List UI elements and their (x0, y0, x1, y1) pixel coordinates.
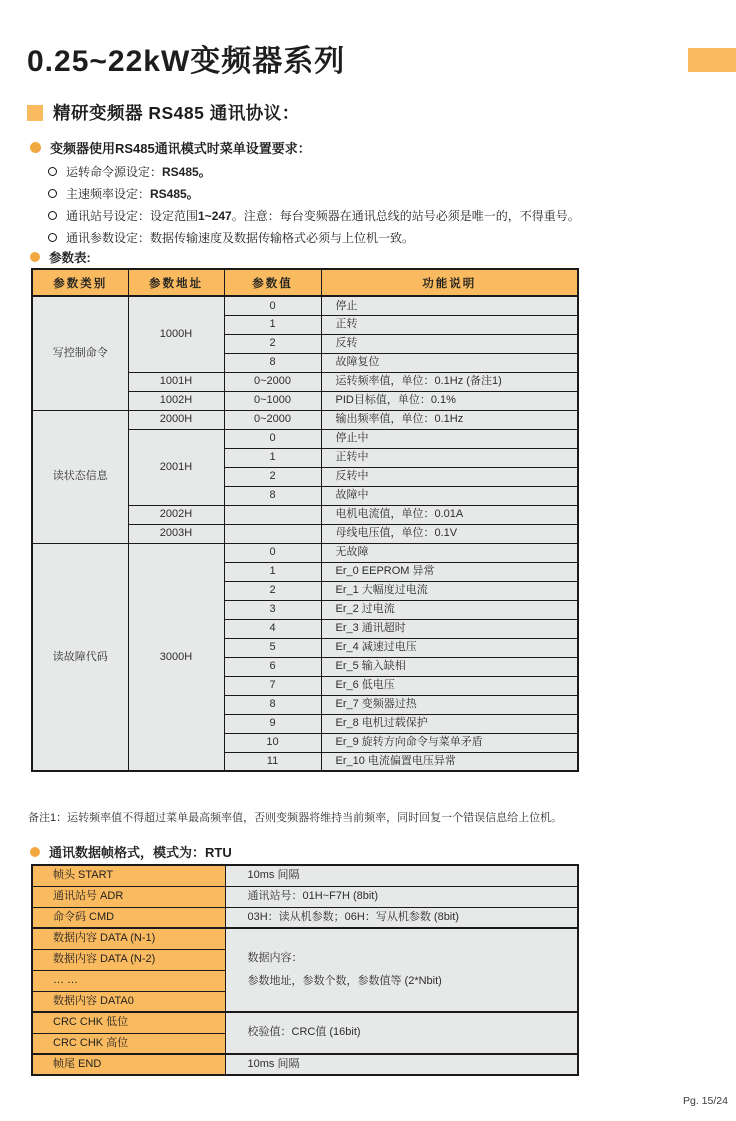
param-value-cell: 3 (224, 600, 321, 619)
param-value-cell: 0~2000 (224, 372, 321, 391)
param-desc-cell: 故障中 (321, 486, 578, 505)
list-item-text (66, 185, 199, 202)
param-desc-cell: Er_4 减速过电压 (321, 638, 578, 657)
param-desc-cell: Er_7 变频器过热 (321, 695, 578, 714)
frame-field-cell: 数据内容 DATA (N-2) (32, 949, 225, 970)
param-value-cell: 0 (224, 543, 321, 562)
table-row (32, 907, 578, 928)
frame-field-cell: 数据内容 DATA0 (32, 991, 225, 1012)
param-value-cell (224, 524, 321, 543)
param-value-cell: 2 (224, 581, 321, 600)
param-desc-cell: Er_10 电流偏置电压异常 (321, 752, 578, 771)
param-desc-cell: Er_0 EEPROM 异常 (321, 562, 578, 581)
list-item-text (66, 229, 414, 246)
param-address-cell: 1001H (128, 372, 224, 391)
param-desc-cell: 电机电流值，单位：0.01A (321, 505, 578, 524)
table-row (32, 410, 578, 429)
list-item-text (66, 163, 211, 180)
item-post: 。注意：每台变频器在通讯总线的站号必须是唯一的，不得重号。 (231, 208, 580, 223)
param-table-label-line (30, 248, 91, 266)
param-value-cell: 0 (224, 296, 321, 315)
param-address-cell: 1002H (128, 391, 224, 410)
param-desc-cell: Er_9 旋转方向命令与菜单矛盾 (321, 733, 578, 752)
param-value-cell: 6 (224, 657, 321, 676)
param-value-cell: 2 (224, 467, 321, 486)
item-pre: 主速频率设定： (66, 186, 151, 201)
param-address-cell: 2002H (128, 505, 224, 524)
param-category-cell: 写控制命令 (32, 296, 128, 410)
param-desc-cell: 反转中 (321, 467, 578, 486)
frame-desc-cell: 03H：读从机参数；06H：写从机参数 (8bit) (225, 907, 578, 928)
table-row (32, 1012, 578, 1033)
param-desc-cell: Er_8 电机过载保护 (321, 714, 578, 733)
table-row (32, 865, 578, 886)
parameter-table (31, 268, 579, 772)
param-value-cell: 0 (224, 429, 321, 448)
frame-field-cell: CRC CHK 低位 (32, 1012, 225, 1033)
param-value-cell: 4 (224, 619, 321, 638)
item-strong: 1~247 (198, 208, 232, 223)
list-item-text (66, 207, 580, 224)
frame-desc-cell: 通讯站号：01H~F7H (8bit) (225, 886, 578, 907)
frame-field-cell: … … (32, 970, 225, 991)
param-desc-cell: 母线电压值，单位：0.1V (321, 524, 578, 543)
param-category-cell: 读状态信息 (32, 410, 128, 543)
hollow-circle-icon (48, 189, 57, 198)
param-value-cell: 8 (224, 486, 321, 505)
param-desc-cell: Er_6 低电压 (321, 676, 578, 695)
param-desc-cell: 输出频率值，单位：0.1Hz (321, 410, 578, 429)
frame-field-cell: 命令码 CMD (32, 907, 225, 928)
param-value-cell: 1 (224, 562, 321, 581)
section-heading-text: 精研变频器 RS485 通讯协议： (53, 103, 300, 123)
table-row (32, 296, 578, 315)
col-header-desc: 功能说明 (321, 269, 578, 296)
param-desc-cell: 正转中 (321, 448, 578, 467)
item-strong: RS485。 (162, 164, 211, 179)
param-address-cell: 1000H (128, 296, 224, 372)
item-pre: 通讯参数设定：数据传输速度及数据传输格式必须与上位机一致。 (66, 230, 415, 245)
list-item (48, 204, 580, 226)
accent-block (688, 48, 736, 72)
param-value-cell: 11 (224, 752, 321, 771)
list-item (48, 226, 580, 248)
param-table-label: 参数表: (49, 251, 91, 265)
param-desc-cell: Er_3 通讯超时 (321, 619, 578, 638)
param-desc-cell: 无故障 (321, 543, 578, 562)
param-address-cell: 2003H (128, 524, 224, 543)
param-value-cell (224, 505, 321, 524)
orange-dot-icon (30, 142, 41, 153)
item-strong: RS485。 (150, 186, 199, 201)
param-value-cell: 7 (224, 676, 321, 695)
table-row (32, 543, 578, 562)
menu-requirements-text: 变频器使用RS485通讯模式时菜单设置要求： (50, 141, 311, 156)
param-address-cell: 2001H (128, 429, 224, 505)
frame-format-heading: 通讯数据帧格式，模式为：RTU (49, 845, 232, 860)
hollow-circle-icon (48, 167, 57, 176)
hollow-circle-icon (48, 211, 57, 220)
orange-dot-icon (30, 847, 40, 857)
param-desc-cell: 停止中 (321, 429, 578, 448)
param-value-cell: 0~2000 (224, 410, 321, 429)
item-pre: 运转命令源设定： (66, 164, 163, 179)
frame-format-heading-line (30, 842, 232, 861)
table-row (32, 928, 578, 949)
frame-field-cell: 数据内容 DATA (N-1) (32, 928, 225, 949)
param-address-cell: 3000H (128, 543, 224, 771)
page-number: Pg. 15/24 (683, 1095, 728, 1107)
orange-dot-icon (30, 252, 40, 262)
col-header-value: 参数值 (224, 269, 321, 296)
param-desc-cell: Er_2 过电流 (321, 600, 578, 619)
param-category-cell: 读故障代码 (32, 543, 128, 771)
frame-desc-line2: 参数地址，参数个数，参数值等 (2*Nbit) (247, 975, 442, 987)
frame-field-cell: 帧尾 END (32, 1054, 225, 1075)
frame-desc-line1: 数据内容： (247, 951, 303, 964)
table-row (32, 886, 578, 907)
param-value-cell: 1 (224, 315, 321, 334)
param-value-cell: 9 (224, 714, 321, 733)
param-desc-cell: 故障复位 (321, 353, 578, 372)
param-value-cell: 5 (224, 638, 321, 657)
param-value-cell: 0~1000 (224, 391, 321, 410)
param-address-cell: 2000H (128, 410, 224, 429)
param-desc-cell: PID目标值，单位：0.1% (321, 391, 578, 410)
frame-desc-cell: 10ms 间隔 (225, 1054, 578, 1075)
frame-desc-cell (225, 928, 578, 1012)
param-desc-cell: 停止 (321, 296, 578, 315)
param-value-cell: 8 (224, 695, 321, 714)
page-title: 0.25~22kW变频器系列 (27, 45, 346, 78)
param-desc-cell: Er_1 大幅度过电流 (321, 581, 578, 600)
frame-desc-cell: 校验值：CRC值 (16bit) (225, 1012, 578, 1054)
table-header-row (32, 269, 578, 296)
param-value-cell: 8 (224, 353, 321, 372)
frame-field-cell: CRC CHK 高位 (32, 1033, 225, 1054)
param-desc-cell: 反转 (321, 334, 578, 353)
frame-field-cell: 通讯站号 ADR (32, 886, 225, 907)
item-pre: 通讯站号设定：设定范围 (66, 208, 199, 223)
param-value-cell: 2 (224, 334, 321, 353)
param-desc-cell: Er_5 输入缺相 (321, 657, 578, 676)
param-desc-cell: 运转频率值，单位：0.1Hz (备注1) (321, 372, 578, 391)
section-heading-protocol (27, 100, 300, 125)
menu-settings-list (48, 160, 580, 248)
list-item (48, 160, 580, 182)
col-header-address: 参数地址 (128, 269, 224, 296)
footnote: 备注1：运转频率值不得超过菜单最高频率值，否则变频器将维持当前频率，同时回复一个错误信息给上位机。 (28, 812, 563, 824)
frame-format-table (31, 864, 579, 1076)
menu-requirements-line (30, 138, 311, 157)
table-row (32, 1054, 578, 1075)
param-value-cell: 10 (224, 733, 321, 752)
col-header-category: 参数类别 (32, 269, 128, 296)
list-item (48, 182, 580, 204)
param-value-cell: 1 (224, 448, 321, 467)
frame-desc-cell: 10ms 间隔 (225, 865, 578, 886)
hollow-circle-icon (48, 233, 57, 242)
orange-square-icon (27, 105, 43, 121)
frame-field-cell: 帧头 START (32, 865, 225, 886)
param-desc-cell: 正转 (321, 315, 578, 334)
